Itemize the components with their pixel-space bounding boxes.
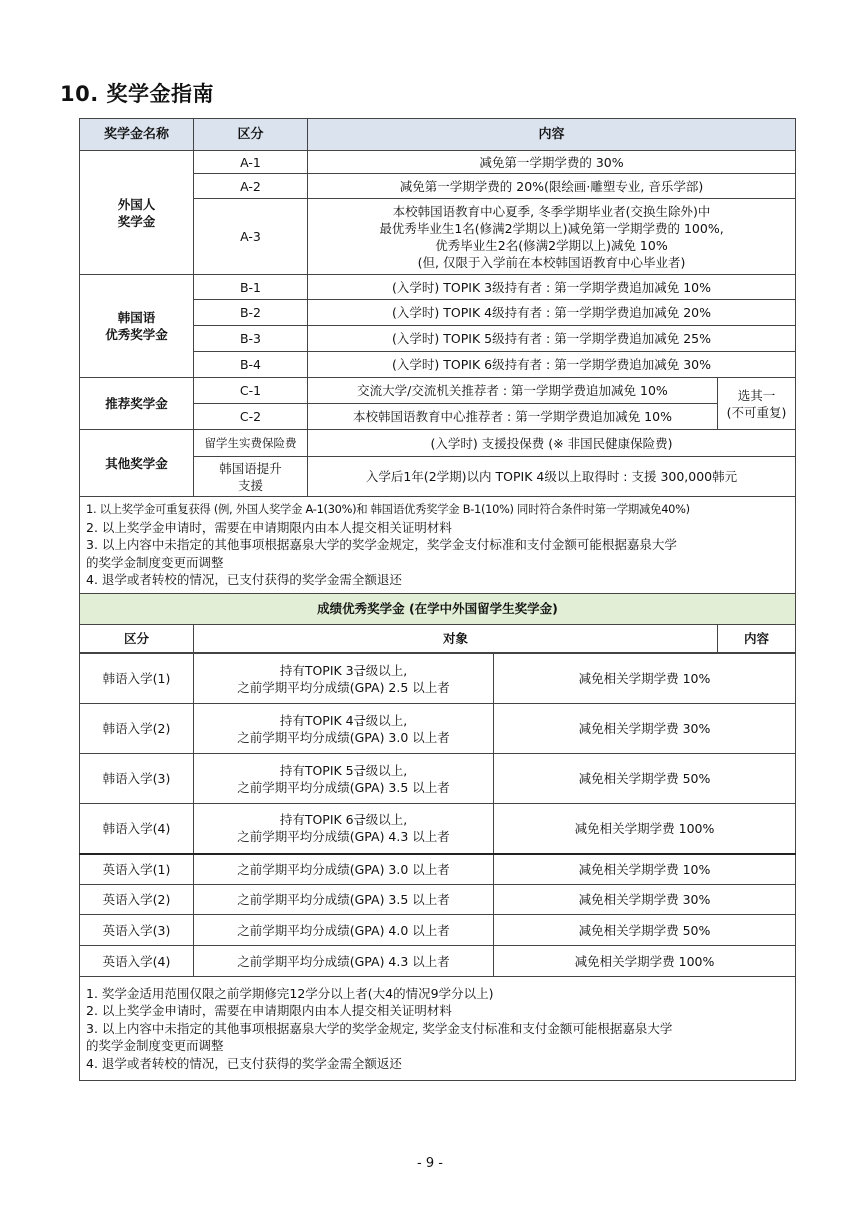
note-line: 的奖学金制度变更而调整 [86, 554, 224, 570]
row-target [194, 704, 494, 754]
row-code: 留学生实费保险费 [194, 430, 308, 457]
row-content: 减免相关学期学费 10% [494, 854, 796, 885]
notes [80, 497, 796, 594]
target-line: 之前学期平均分成绩(GPA) 3.0 以上者 [237, 729, 450, 745]
table-row [80, 946, 796, 977]
table-row [80, 151, 796, 174]
note-line: 4. 退学或者转校的情况，已支付获得的奖学金需全额退还 [86, 572, 402, 587]
row-category: 英语入学(1) [80, 854, 194, 885]
row-target: 之前学期平均分成绩(GPA) 4.3 以上者 [194, 946, 494, 977]
target-line: 持有TOPIK 3급级以上, [279, 662, 408, 678]
row-content: 减免相关学期学费 100% [494, 804, 796, 854]
row-content: (入学时) 支援投保费 (※ 非国民健康保险费) [308, 430, 796, 457]
row-content: (入学时) TOPIK 5级持有者 : 第一学期学费追加减免 25% [308, 326, 796, 352]
table-row [80, 915, 796, 946]
row-code: A-2 [194, 174, 308, 199]
row-target [194, 804, 494, 854]
scholarship-table [79, 118, 796, 653]
content-line: 本校韩国语教育中心夏季, 冬季学期毕业者(交换生除外)中 [392, 203, 711, 219]
row-category: 英语入学(2) [80, 885, 194, 915]
table2-title-row [80, 593, 796, 624]
row-target: 之前学期平均分成绩(GPA) 3.0 以上者 [194, 854, 494, 885]
row-content: (入学时) TOPIK 4级持有者 : 第一学期学费追加减免 20% [308, 300, 796, 326]
content-line: 优秀毕业生2名(修满2学期以上)减免 10% [435, 237, 668, 253]
row-category: 韩语入学(1) [80, 654, 194, 704]
table2-title: 成绩优秀奖学金 (在学中外国留学生奖学金) [80, 593, 796, 624]
table-row [80, 430, 796, 457]
row-content: 减免相关学期学费 10% [494, 654, 796, 704]
table-row [80, 654, 796, 704]
table-row [80, 804, 796, 854]
table-header-row [80, 119, 796, 151]
row-content: 减免第一学期学费的 20%(限绘画·雕塑专业, 音乐学部) [308, 174, 796, 199]
notes-row [80, 497, 796, 594]
row-content: 减免相关学期学费 100% [494, 946, 796, 977]
row-content: 减免相关学期学费 30% [494, 885, 796, 915]
row-content: 减免相关学期学费 50% [494, 915, 796, 946]
group-foreign: 外国人 奖学金 [80, 151, 194, 275]
row-category: 英语入学(4) [80, 946, 194, 977]
row-code: B-3 [194, 326, 308, 352]
merit-scholarship-table [79, 653, 796, 1081]
target-line: 持有TOPIK 4급级以上, [279, 712, 408, 728]
row-content: 减免相关学期学费 30% [494, 704, 796, 754]
header-category: 区分 [194, 119, 308, 151]
row-category: 韩语入学(4) [80, 804, 194, 854]
row-content: 减免相关学期学费 50% [494, 754, 796, 804]
choose-one-note: 选其一 (不可重复) [718, 378, 796, 430]
header-category: 区分 [80, 624, 194, 652]
group-korean: 韩国语 优秀奖学金 [80, 275, 194, 378]
row-code: C-2 [194, 404, 308, 430]
note-line: 2. 以上奖学金申请时，需要在申请期限内由本人提交相关证明材料 [86, 1003, 452, 1019]
row-category: 韩语入学(2) [80, 704, 194, 754]
note-line: 3. 以上内容中未指定的其他事项根据嘉泉大学的奖学金规定，奖学金支付标准和支付金额可能根据嘉泉大学 [86, 537, 677, 552]
header-content: 内容 [718, 624, 796, 652]
target-line: 之前学期平均分成绩(GPA) 4.3 以上者 [237, 829, 450, 845]
row-content: 本校韩国语教育中心推荐者 : 第一学期学费追加减免 10% [308, 404, 718, 430]
row-content-a3 [308, 199, 796, 275]
table-row [80, 378, 796, 404]
notes [80, 977, 796, 1081]
row-code: B-4 [194, 352, 308, 378]
row-target: 之前学期平均分成绩(GPA) 4.0 以上者 [194, 915, 494, 946]
note-line: 4. 退学或者转校的情况，已支付获得的奖学金需全额返还 [86, 1055, 402, 1071]
note-line: 的奖学金制度变更而调整 [86, 1038, 224, 1054]
table-row [80, 754, 796, 804]
row-code: C-1 [194, 378, 308, 404]
row-content: 交流大学/交流机关推荐者 : 第一学期学费追加减免 10% [308, 378, 718, 404]
note-line: 1. 以上奖学金可重复获得 (例, 外国人奖学金 A-1(30%)和 韩国语优秀奖学金 B-1(10%) 同时符合条件时第一学期减免40%) [86, 502, 690, 516]
header-scholarship-name: 奖学金名称 [80, 119, 194, 151]
row-code: A-1 [194, 151, 308, 174]
content-line: (但, 仅限于入学前在本校韩国语教育中心毕业者) [417, 254, 686, 270]
row-content: 减免第一学期学费的 30% [308, 151, 796, 174]
row-category: 韩语入学(3) [80, 754, 194, 804]
row-code: B-2 [194, 300, 308, 326]
row-code: B-1 [194, 275, 308, 300]
row-code: A-3 [194, 199, 308, 275]
header-target-label: 对象 [442, 630, 468, 646]
note-line: 2. 以上奖学金申请时，需要在申请期限内由本人提交相关证明材料 [86, 519, 452, 535]
row-code: 韩国语提升 支援 [194, 457, 308, 497]
group-recommend: 推荐奖学金 [80, 378, 194, 430]
note-line: 1. 奖学金适用范围仅限之前学期修完12学分以上者(大4的情况9学分以上) [86, 985, 494, 1001]
header-content: 内容 [308, 119, 796, 151]
row-content: 入学后1年(2学期)以内 TOPIK 4级以上取得时 : 支援 300,000韩元 [308, 457, 796, 497]
row-content: (入学时) TOPIK 3级持有者 : 第一学期学费追加减免 10% [308, 275, 796, 300]
group-other: 其他奖学金 [80, 430, 194, 497]
notes-row [80, 977, 796, 1081]
target-line: 之前学期平均分成绩(GPA) 3.5 以上者 [237, 779, 450, 795]
content-line: 最优秀毕业生1名(修满2学期以上)减免第一学期学费的 100%, [379, 220, 724, 236]
row-content: (入学时) TOPIK 6级持有者 : 第一学期学费追加减免 30% [308, 352, 796, 378]
target-line: 持有TOPIK 5급级以上, [279, 762, 408, 778]
row-target: 之前学期平均分成绩(GPA) 3.5 以上者 [194, 885, 494, 915]
table-row [80, 854, 796, 885]
target-line: 持有TOPIK 6급级以上, [279, 812, 408, 828]
table-row [80, 704, 796, 754]
table-row [80, 885, 796, 915]
row-target [194, 754, 494, 804]
table-row [80, 275, 796, 300]
row-category: 英语入学(3) [80, 915, 194, 946]
note-line: 3. 以上内容中未指定的其他事项根据嘉泉大学的奖学金规定, 奖学金支付标准和支付金额可能根据嘉泉大学 [86, 1020, 673, 1036]
header-target [194, 624, 718, 652]
target-line: 之前学期平均分成绩(GPA) 2.5 以上者 [237, 679, 450, 695]
page-number: - 9 - [417, 1156, 443, 1171]
page-title: 10. 奖学金指南 [60, 82, 215, 106]
table2-header-row [80, 624, 796, 652]
row-target [194, 654, 494, 704]
